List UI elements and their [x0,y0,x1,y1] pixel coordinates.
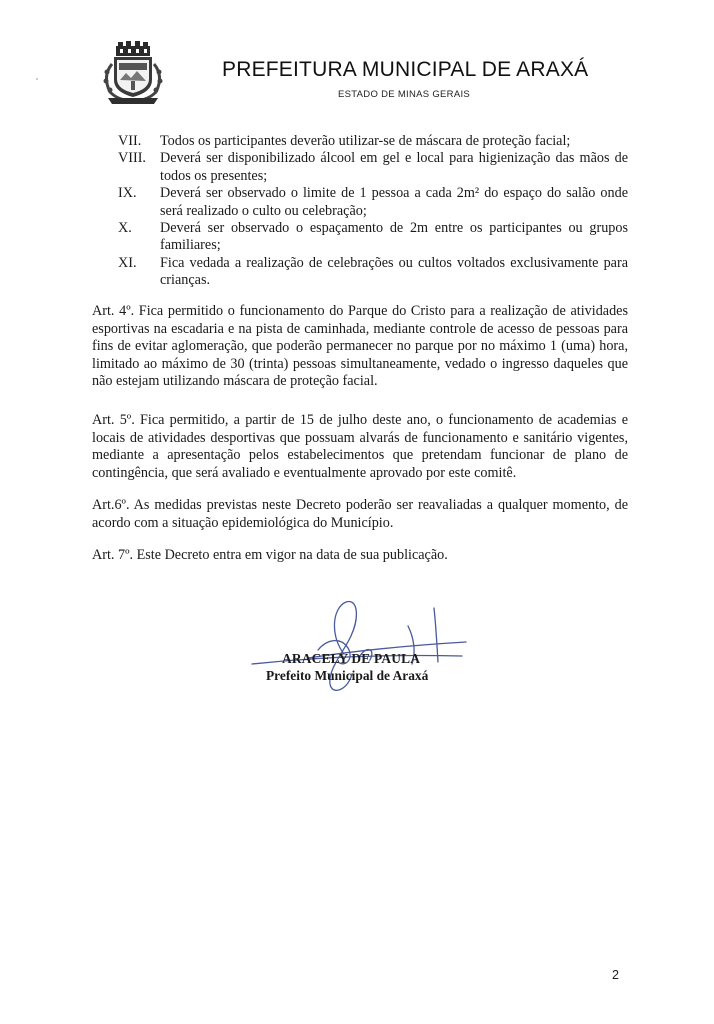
signatory-name: ARACELY DE PAULA [282,651,421,666]
scan-speck [36,78,38,80]
list-item [118,220,628,255]
header-subtitle: ESTADO DE MINAS GERAIS [338,89,471,100]
list-item [118,185,628,220]
list-item-text: Deverá ser observado o espaçamento de 2m entre os participantes ou grupos familiares; [160,220,628,254]
article-5-paragraph: Art. 5º. Fica permitido, a partir de 15 de julho deste ano, o funcionamento de academias e locais de atividades desportivas que possuam alvarás de funcionamento e sanitário vigentes, mediante a apresentação pelos estabelecimentos que pretendam funcionar de plano de contingência, que será avaliado e eventualmente aprovado por este comitê. [92,412,628,481]
list-item-number: IX. [118,185,137,202]
list-item-text: Deverá ser observado o limite de 1 pessoa a cada 2m² do espaço do salão onde será realizado o culto ou celebração; [160,185,628,219]
list-item-number: X. [118,220,132,237]
list-item [118,255,628,290]
municipal-coat-of-arms-icon [98,40,168,106]
article-7-paragraph: Art. 7º. Este Decreto entra em vigor na data de sua publicação. [92,547,448,563]
article-4-paragraph: Art. 4º. Fica permitido o funcionamento do Parque do Cristo para a realização de atividades esportivas na escadaria e na pista de caminhada, mediante controle de acesso de pessoas para fins de evitar aglomeração, que poderão permanecer no parque por no máximo 1 (uma) hora, limitado ao máximo de 30 (trinta) pessoas simultaneamente, vedado o ingresso daqueles que não estejam utilizando máscara de proteção facial. [92,303,628,390]
list-item-text: Todos os participantes deverão utilizar-se de máscara de proteção facial; [160,133,571,149]
article-6-paragraph: Art.6º. As medidas previstas neste Decreto poderão ser reavaliadas a qualquer momento, de acordo com a situação epidemiológica do Município. [92,497,628,531]
list-item-number: VIII. [118,150,146,167]
list-item-number: XI. [118,254,137,271]
list-item [118,133,628,150]
numbered-list [118,133,628,290]
header-title: PREFEITURA MUNICIPAL DE ARAXÁ [222,58,589,81]
list-item-text: Deverá ser disponibilizado álcool em gel e local para higienização das mãos de todos os presentes; [160,150,628,184]
page-number: 2 [612,968,619,982]
list-item [118,150,628,185]
signatory-title: Prefeito Municipal de Araxá [266,668,429,683]
list-item-number: VII. [118,133,142,149]
list-item-text: Fica vedada a realização de celebrações ou cultos voltados exclusivamente para crianças. [160,254,628,289]
